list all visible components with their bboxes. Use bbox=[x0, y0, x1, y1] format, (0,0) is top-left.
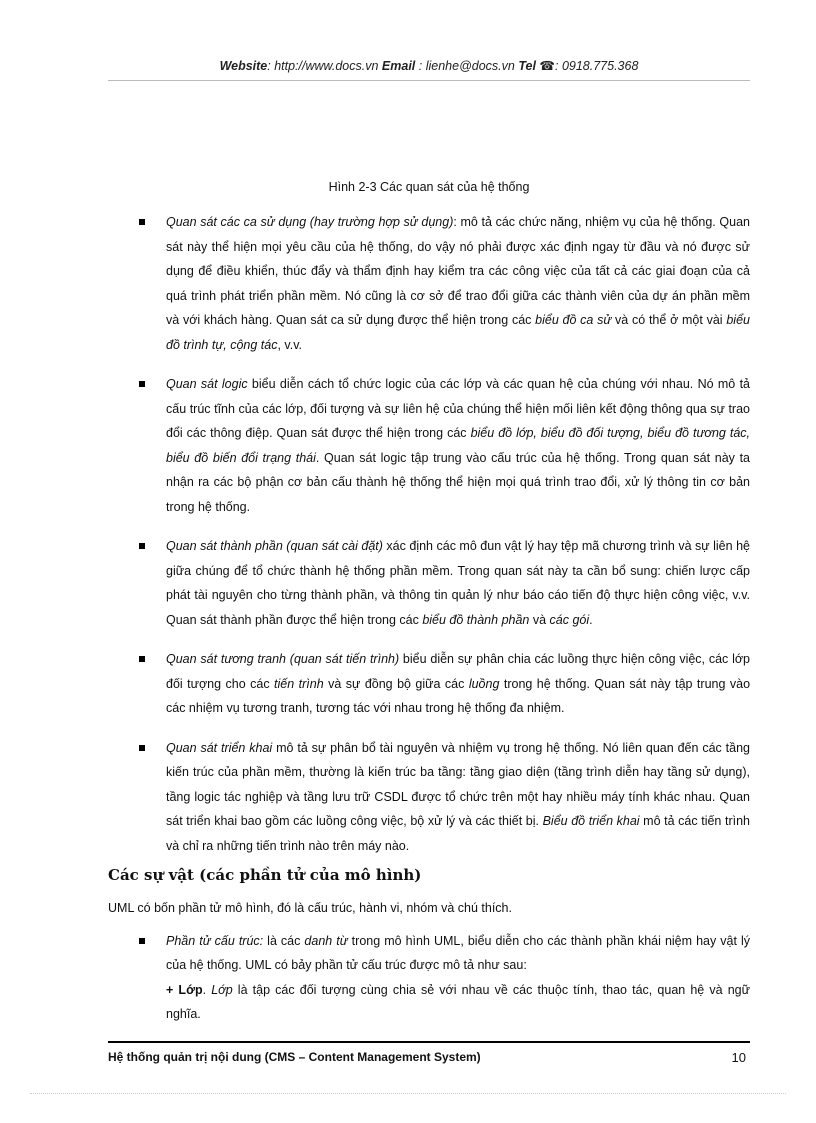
footer-divider bbox=[108, 1041, 750, 1043]
bullet-square-icon bbox=[139, 219, 145, 225]
section-intro: UML có bốn phần tử mô hình, đó là cấu trúc, hành vi, nhóm và chú thích. bbox=[108, 901, 512, 915]
bullet-component-view: Quan sát thành phần (quan sát cài đặt) xác định các mô đun vật lý hay tệp mã chương trình và sự liên hệ giữa chúng để tổ chức thành hệ thống phần mềm. Trong quan sát này ta cần bổ sung: chiến lược cấp phát tài nguyên cho từng thành phần, và thông tin quản lý như báo cáo tiến độ thực hiện công việc, v.v. Quan sát thành phần được thể hiện trong các biểu đồ thành phần và các gói. bbox=[108, 534, 750, 632]
phone-icon: ☎ bbox=[539, 59, 555, 73]
figure-caption: Hình 2-3 Các quan sát của hệ thống bbox=[328, 180, 530, 194]
bullet-square-icon bbox=[139, 938, 145, 944]
bullet-logic-view: Quan sát logic biểu diễn cách tổ chức logic của các lớp và các quan hệ của chúng với nhau. Nó mô tả cấu trúc tĩnh của các lớp, đối tượng và sự liên hệ của chúng thể hiện mối liên kết động thông qua sự trao đổi các thông điệp. Quan sát được thể hiện trong các biểu đồ lớp, biểu đồ đối tượng, biểu đồ tương tác, biểu đồ biến đổi trạng thái. Quan sát logic tập trung vào cấu trúc của hệ thống. Trong quan sát này ta nhận ra các bộ phận cơ bản cấu thành hệ thống thể hiện mọi quá trình trao đổi, xử lý thông tin cơ bản trong hệ thống. bbox=[108, 372, 750, 519]
bullet-square-icon bbox=[139, 381, 145, 387]
email-label: Email bbox=[381, 59, 416, 73]
header-divider bbox=[108, 80, 750, 81]
bullet-square-icon bbox=[139, 656, 145, 662]
class-definition: + Lớp. Lớp là tập các đối tượng cùng chia sẻ với nhau về các thuộc tính, thao tác, quan hệ và ngữ nghĩa. bbox=[166, 982, 750, 1021]
bullet-square-icon bbox=[139, 543, 145, 549]
bullet-deployment-view: Quan sát triển khai mô tả sự phân bổ tài nguyên và nhiệm vụ trong hệ thống. Nó liên quan đến các tầng kiến trúc của phần mềm, thường là kiến trúc ba tầng: tầng giao diện (tầng trình diễn hay tầng sử dụng), tầng logic tác nghiệp và tầng lưu trữ CSDL được tổ chức trên một hay nhiều máy tính khác nhau. Quan sát triển khai bao gồm các luồng công việc, bộ xử lý và các thiết bị. Biểu đồ triển khai mô tả các tiến trình và chỉ ra những tiến trình nào trên máy nào. bbox=[108, 736, 750, 859]
section-heading: Các sự vật (các phần tử của mô hình) bbox=[108, 866, 422, 884]
tel-value: : 0918.775.368 bbox=[555, 59, 639, 73]
bullet-concurrency-view: Quan sát tương tranh (quan sát tiến trình) biểu diễn sự phân chia các luồng thực hiện công việc, các lớp đối tượng cho các tiến trình và sự đồng bộ giữa các luồng trong hệ thống. Quan sát này tập trung vào các nhiệm vụ tương tranh, tương tác với nhau trong hệ thống đa nhiệm. bbox=[108, 647, 750, 721]
page-footer bbox=[108, 1050, 750, 1064]
website-value: : http://www.docs.vn bbox=[267, 59, 379, 73]
email-value: : lienhe@docs.vn bbox=[418, 59, 515, 73]
bullet-structure-elements: Phần tử cấu trúc: là các danh từ trong mô hình UML, biểu diễn cho các thành phần khái niệm hay vật lý của hệ thống. UML có bảy phần tử cấu trúc được mô tả như sau: + Lớp. Lớp là tập các đối tượng cùng chia sẻ với nhau về các thuộc tính, thao tác, quan hệ và ngữ nghĩa. bbox=[108, 929, 750, 1027]
document-body bbox=[108, 210, 750, 1027]
bullet-square-icon bbox=[139, 745, 145, 751]
footer-title: Hệ thống quản trị nội dung (CMS – Content Management System) bbox=[108, 1050, 481, 1064]
page-header bbox=[108, 58, 750, 73]
bullet-use-case-view: Quan sát các ca sử dụng (hay trường hợp sử dụng): mô tả các chức năng, nhiệm vụ của hệ thống. Quan sát này thể hiện mọi yêu cầu của hệ thống, do vậy nó phải được xác định ngay từ đầu và nó được sử dụng để điều khiển, thúc đẩy và thẩm định hay kiểm tra các công việc của tất cả các giai đoạn của cả quá trình phát triển phần mềm. Nó cũng là cơ sở để trao đổi giữa các thành viên của dự án phần mềm và với khách hàng. Quan sát ca sử dụng được thể hiện trong các biểu đồ ca sử và có thể ở một vài biểu đồ trình tự, cộng tác, v.v. bbox=[108, 210, 750, 357]
page-number: 10 bbox=[731, 1050, 746, 1065]
page-bottom-edge bbox=[30, 1093, 786, 1094]
website-label: Website bbox=[219, 59, 268, 73]
tel-label: Tel bbox=[518, 59, 536, 73]
